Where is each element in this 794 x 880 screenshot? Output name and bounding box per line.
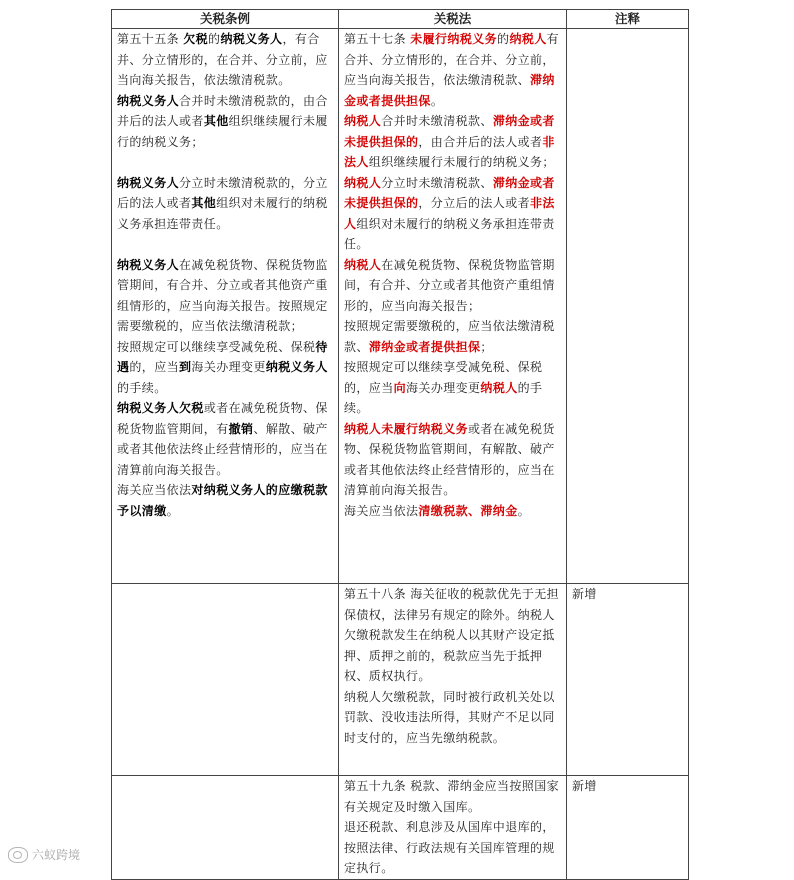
text-run: 第五十五条 bbox=[117, 32, 184, 46]
watermark bbox=[8, 846, 80, 863]
table-row bbox=[112, 29, 689, 584]
text-run: 按照规定可以继续享受减免税、保税 bbox=[117, 339, 316, 354]
text-run: 的手续。 bbox=[344, 380, 543, 415]
text-run: 海关办理变更 bbox=[191, 360, 266, 374]
text-run: 第五十八条 海关征收的税款优先于无担保债权，法律另有规定的除外。纳税人欠缴税款发生在纳税人以其财产设定抵押、质押之前的，税款应当先于抵押权、质权执行。 bbox=[344, 587, 560, 683]
text-run: 海关办理变更 bbox=[406, 380, 481, 395]
paragraph bbox=[117, 29, 334, 91]
paragraph bbox=[344, 687, 562, 749]
paragraph bbox=[344, 173, 562, 255]
text-run: ，分立后的法人或者 bbox=[418, 196, 531, 210]
text-run: 。 bbox=[166, 503, 180, 518]
emphasis-text: 纳税义务人欠税 bbox=[117, 401, 204, 415]
changed-text: 纳税人未履行纳税义务 bbox=[344, 421, 469, 436]
paragraph bbox=[117, 91, 334, 153]
text-run: 或者在减免税货物、保税货物监管期间，有 bbox=[117, 401, 328, 436]
text-run: 海关应当依法 bbox=[344, 503, 419, 518]
text-run: 的 bbox=[497, 32, 510, 46]
changed-text: 非法人 bbox=[344, 134, 555, 169]
text-run: ，由合并后的法人或者 bbox=[418, 134, 543, 149]
changed-text: 纳税人 bbox=[344, 257, 382, 272]
paragraph bbox=[344, 111, 562, 173]
text-run: ，有合并、分立情形的，在合并、分立前，应当向海关报告，依法缴清税款。 bbox=[117, 32, 328, 87]
changed-text: 清缴税款、滞纳金 bbox=[418, 503, 518, 518]
header-customs-law: 关税法 bbox=[339, 10, 567, 29]
text-run: 组织对未履行的纳税义务承担连带责任。 bbox=[344, 216, 555, 251]
changed-text: 纳税人 bbox=[480, 380, 518, 395]
table-row bbox=[112, 776, 689, 880]
changed-text: 滞纳金或者提供担保 bbox=[344, 73, 555, 108]
changed-text: 滞纳金或者未提供担保的 bbox=[344, 114, 555, 149]
paragraph bbox=[117, 255, 334, 337]
changed-text: 非法人 bbox=[344, 196, 555, 231]
emphasis-text: 其他 bbox=[191, 196, 217, 210]
changed-text: 纳税人 bbox=[344, 175, 382, 190]
note-cell bbox=[567, 29, 689, 584]
text-run: 。 bbox=[430, 93, 444, 108]
paragraph bbox=[344, 584, 562, 687]
brand-logo-icon bbox=[8, 847, 28, 863]
paragraph bbox=[344, 419, 562, 501]
changed-text: 滞纳金或者提供担保 bbox=[368, 339, 481, 354]
text-run: 合并时未缴清税款、 bbox=[381, 114, 493, 128]
changed-text: 滞纳金或者未提供担保的 bbox=[344, 175, 555, 210]
paragraph bbox=[344, 357, 562, 419]
text-run: 合并时未缴清税款的，由合并后的法人或者 bbox=[117, 93, 328, 128]
changed-text: 向 bbox=[393, 380, 407, 395]
text-run: 退还税款、利息涉及从国库中退库的，按照法律、行政法规有关国库管理的规定执行。 bbox=[344, 820, 555, 875]
text-run: 或者在减免税货物、保税货物监管期间，有解散、破产或者其他依法终止经营情形的，应当在清算前向海关报告。 bbox=[344, 421, 555, 497]
article-text bbox=[344, 584, 562, 748]
text-run: 、解散、破产或者其他依法终止经营情形的，应当在清算前向海关报告。 bbox=[117, 421, 328, 477]
emphasis-text: 撤销 bbox=[228, 421, 254, 436]
text-run: ； bbox=[480, 339, 493, 354]
header-notes: 注释 bbox=[567, 10, 689, 29]
text-run: 分立时未缴清税款、 bbox=[381, 175, 493, 190]
article-text bbox=[344, 29, 562, 521]
emphasis-text: 纳税义务人 bbox=[265, 360, 328, 374]
paragraph bbox=[117, 173, 334, 235]
emphasis-text: 纳税义务人 bbox=[220, 32, 283, 46]
old-regulation-cell bbox=[112, 29, 339, 584]
emphasis-text: 欠税 bbox=[183, 32, 209, 46]
text-run: 的手续。 bbox=[117, 380, 167, 395]
changed-text: 纳税人 bbox=[344, 114, 382, 128]
watermark-text: 六蚁跨境 bbox=[32, 848, 81, 862]
paragraph bbox=[344, 29, 562, 111]
note-cell: 新增 bbox=[567, 776, 689, 880]
text-run: 在减免税货物、保税货物监管期间，有合并、分立或者其他资产重组情形的，应当向海关报告； bbox=[344, 257, 555, 313]
emphasis-text: 纳税义务人 bbox=[117, 175, 180, 190]
emphasis-text: 到 bbox=[179, 360, 192, 374]
text-run: 海关应当依法 bbox=[117, 483, 192, 497]
text-run: 组织继续履行未履行的纳税义务； bbox=[368, 155, 555, 169]
text-run: 有合并、分立情形的，在合并、分立前，应当向海关报告，依法缴清税款、 bbox=[344, 32, 560, 87]
paragraph bbox=[117, 337, 334, 399]
paragraph bbox=[344, 255, 562, 317]
paragraph bbox=[344, 316, 562, 357]
emphasis-text: 纳税义务人 bbox=[117, 257, 180, 272]
article-text bbox=[117, 29, 334, 521]
paragraph bbox=[117, 480, 334, 521]
article-text bbox=[344, 776, 562, 879]
changed-text: 纳税人 bbox=[509, 32, 547, 46]
text-run: 的，应当 bbox=[129, 360, 180, 374]
text-run: 在减免税货物、保税货物监管期间，有合并、分立或者其他资产重组情形的，应当向海关报告。按照规定需要缴税的，应当依法缴清税款； bbox=[117, 257, 328, 333]
text-run: 的 bbox=[208, 32, 221, 46]
text-run: 组织继续履行未履行的纳税义务； bbox=[117, 114, 328, 149]
new-law-cell bbox=[339, 584, 567, 776]
emphasis-text: 对纳税义务人的应缴税款予以清缴 bbox=[117, 483, 328, 518]
table-row bbox=[112, 584, 689, 776]
emphasis-text: 待遇 bbox=[117, 339, 328, 374]
paragraph bbox=[344, 776, 562, 817]
comparison-table bbox=[111, 9, 689, 880]
text-run: 第五十九条 税款、滞纳金应当按照国家有关规定及时缴入国库。 bbox=[344, 779, 560, 814]
text-run: 纳税人欠缴税款，同时被行政机关处以罚款、没收违法所得，其财产不足以同时支付的，应当先缴纳税款。 bbox=[344, 689, 555, 745]
emphasis-text: 其他 bbox=[203, 114, 229, 128]
paragraph bbox=[344, 501, 562, 522]
new-law-cell bbox=[339, 776, 567, 880]
changed-text: 未履行纳税义务 bbox=[410, 32, 498, 46]
new-law-cell bbox=[339, 29, 567, 584]
paragraph bbox=[117, 398, 334, 480]
text-run: 组织对未履行的纳税义务承担连带责任。 bbox=[117, 196, 328, 231]
old-regulation-cell bbox=[112, 776, 339, 880]
text-run: 第五十七条 bbox=[344, 32, 411, 46]
table-header-row bbox=[112, 10, 689, 29]
paragraph bbox=[344, 817, 562, 879]
text-run: 按照规定可以继续享受减免税、保税的，应当 bbox=[344, 360, 543, 395]
text-run: 。 bbox=[517, 503, 531, 518]
old-regulation-cell bbox=[112, 584, 339, 776]
emphasis-text: 纳税义务人 bbox=[117, 93, 180, 108]
header-customs-regulations: 关税条例 bbox=[112, 10, 339, 29]
text-run: 按照规定需要缴税的，应当依法缴清税款、 bbox=[344, 319, 555, 354]
note-cell: 新增 bbox=[567, 584, 689, 776]
text-run: 分立时未缴清税款的，分立后的法人或者 bbox=[117, 175, 328, 210]
